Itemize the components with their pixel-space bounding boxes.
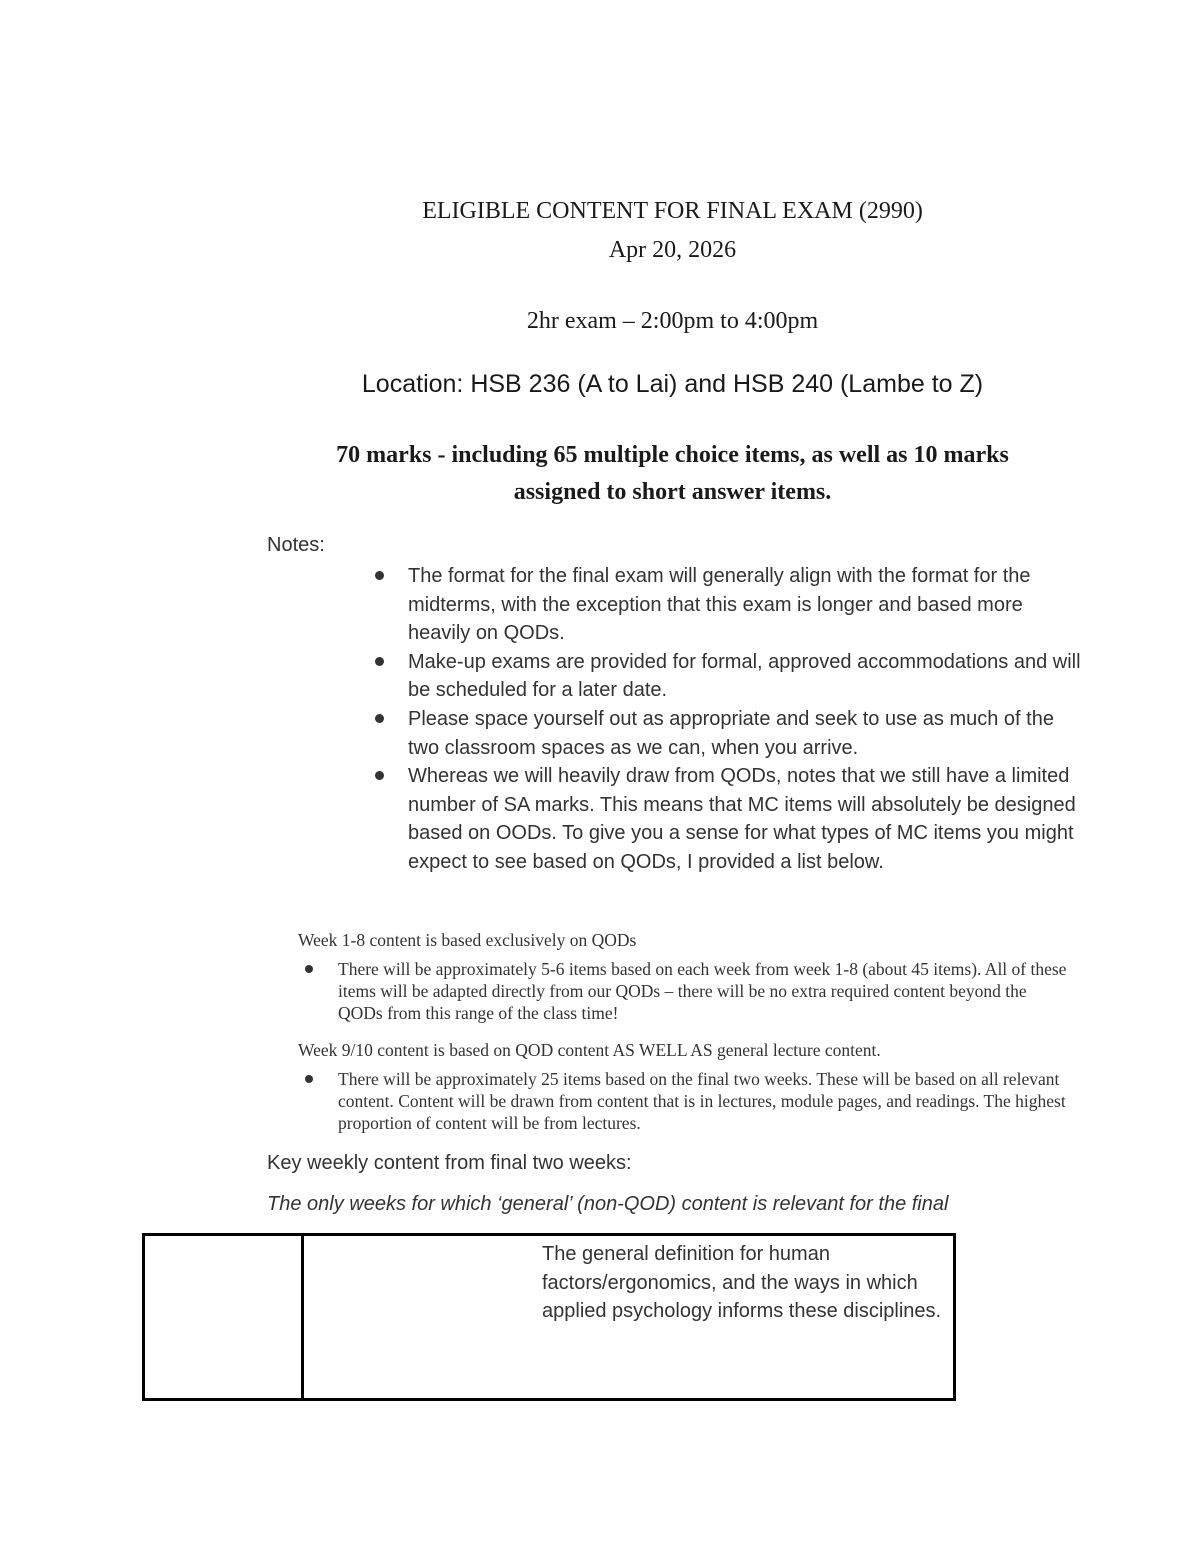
list-item	[375, 762, 1085, 876]
bullet-icon	[305, 1075, 313, 1083]
notes-list	[375, 562, 1085, 877]
list-item	[375, 705, 1085, 762]
bullet-icon	[375, 657, 384, 666]
bullet-icon	[305, 965, 313, 973]
page-title: ELIGIBLE CONTENT FOR FINAL EXAM (2990)	[422, 198, 923, 224]
exam-date: Apr 20, 2026	[608, 237, 737, 263]
list-item	[305, 958, 1075, 1024]
bullet-icon	[375, 714, 384, 723]
key-content-subtitle: The only weeks for which ‘general’ (non-QOD) content is relevant for the final	[267, 1193, 949, 1215]
key-content-label: Key weekly content from final two weeks:	[267, 1152, 632, 1174]
weeks-1-8-list	[305, 958, 1075, 1024]
content-table	[142, 1233, 956, 1401]
marks-line-2: assigned to short answer items.	[513, 479, 832, 505]
table-column-divider	[301, 1236, 304, 1398]
weeks-9-10-list	[305, 1068, 1075, 1134]
notes-label: Notes:	[267, 534, 325, 556]
table-cell-text: The general definition for human factors/ergonomics, and the ways in which applied psychology informs these disciplines.	[542, 1243, 942, 1322]
weeks-9-10-heading: Week 9/10 content is based on QOD content AS WELL AS general lecture content.	[298, 1040, 881, 1060]
list-item	[305, 1068, 1075, 1134]
note-text: Please space yourself out as appropriate and seek to use as much of the two classroom spaces as we can, when you arrive.	[408, 707, 1054, 759]
marks-line-1: 70 marks - including 65 multiple choice items, as well as 10 marks	[336, 442, 1009, 468]
note-text: Make-up exams are provided for formal, approved accommodations and will be scheduled for a later date.	[408, 650, 1081, 702]
weeks-1-8-heading: Week 1-8 content is based exclusively on QODs	[298, 930, 637, 950]
note-text: Whereas we will heavily draw from QODs, notes that we still have a limited number of SA marks. This means that MC items will absolutely be designed based on OODs. To give you a sense for what types of MC items you might expect to see based on QODs, I provided a list below.	[408, 765, 1076, 873]
exam-location: Location: HSB 236 (A to Lai) and HSB 240 (Lambe to Z)	[361, 370, 984, 398]
list-item	[375, 648, 1085, 705]
bullet-icon	[375, 571, 384, 580]
bullet-icon	[375, 771, 384, 780]
week-item-text: There will be approximately 25 items based on the final two weeks. These will be based on all relevant content. Content will be drawn from content that is in lectures, module pages, and readings. The highest proportion of content will be from lectures.	[338, 1069, 1066, 1133]
list-item	[375, 562, 1085, 648]
week-item-text: There will be approximately 5-6 items based on each week from week 1-8 (about 45 items). All of these items will be adapted directly from our QODs – there will be no extra required content beyond the QODs from this range of the class time!	[338, 959, 1067, 1023]
marks-summary	[0, 437, 1200, 511]
note-text: The format for the final exam will generally align with the format for the midterms, with the exception that this exam is longer and based more heavily on QODs.	[408, 565, 1031, 645]
exam-time: 2hr exam – 2:00pm to 4:00pm	[526, 308, 819, 334]
